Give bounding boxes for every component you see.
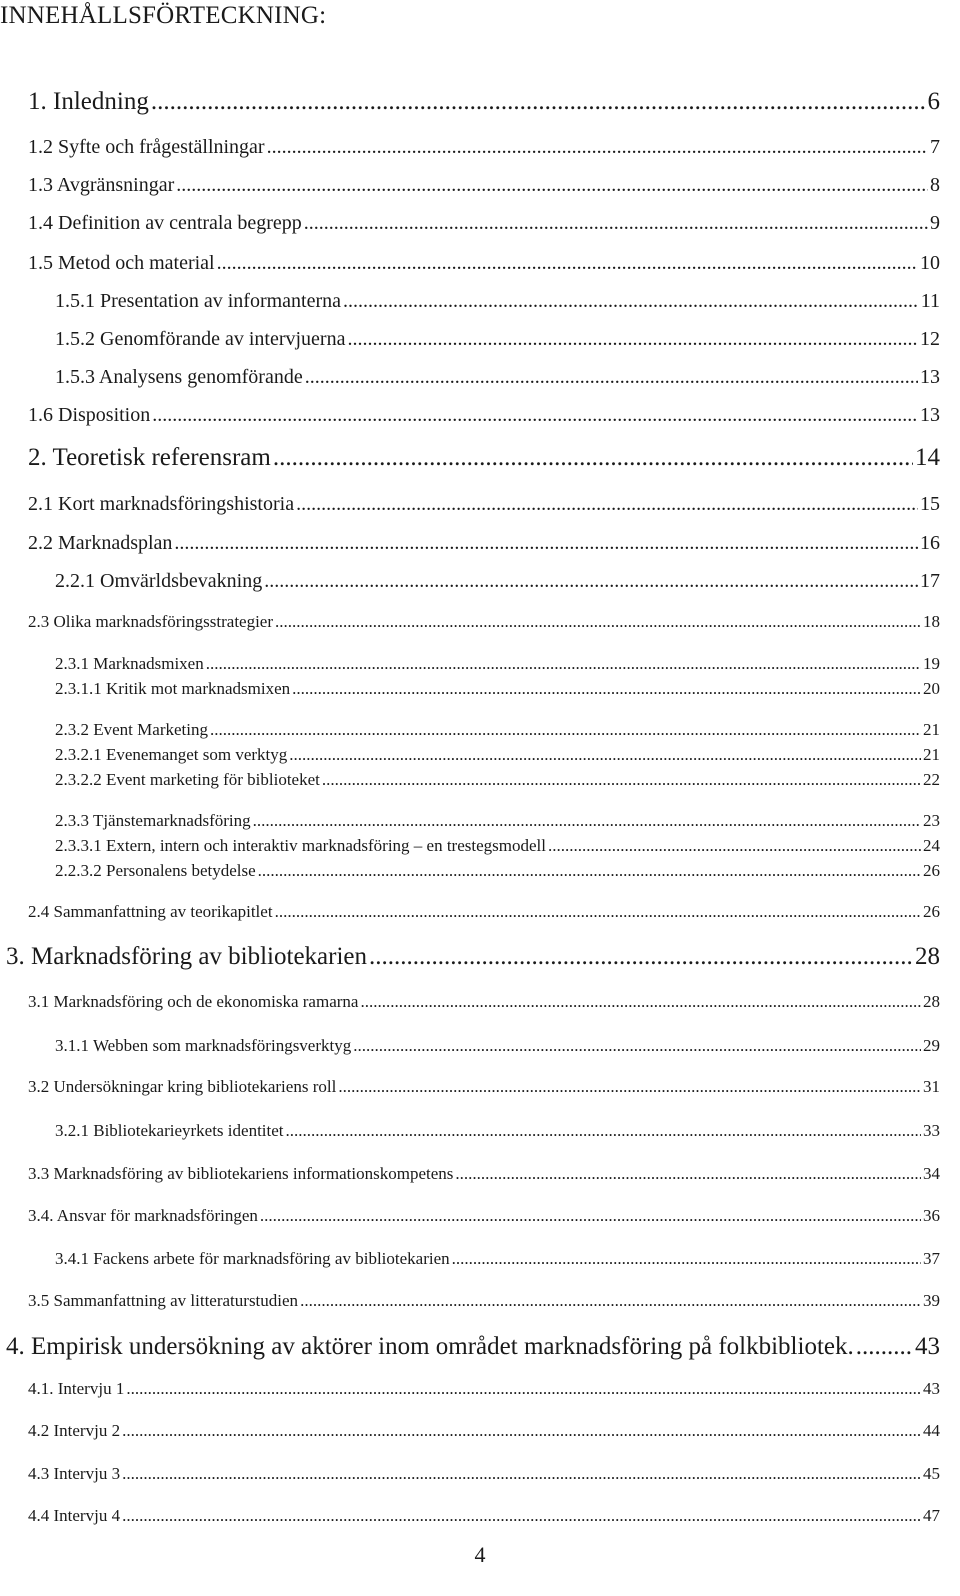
- toc-leader: [210, 720, 921, 740]
- toc-entry-label: 4.1. Intervju 1: [28, 1379, 125, 1398]
- toc-leader: [289, 745, 921, 765]
- toc-entry-label: 2. Teoretisk referensram: [28, 444, 271, 471]
- toc-entry-label: 2.4 Sammanfattning av teorikapitlet: [28, 902, 273, 921]
- toc-entry-page: 21: [923, 720, 940, 739]
- toc-entry[interactable]: [55, 290, 940, 313]
- toc-entry-page: 12: [920, 328, 940, 350]
- toc-entry-label: 2.3.3 Tjänstemarknadsföring: [55, 811, 251, 830]
- toc-entry-page: 31: [923, 1077, 940, 1096]
- toc-entry-label: 2.1 Kort marknadsföringshistoria: [28, 493, 295, 515]
- toc-entry[interactable]: [55, 770, 940, 790]
- toc-entry-label: 2.3 Olika marknadsföringsstrategier: [28, 612, 274, 631]
- toc-entry-label: 3.2 Undersökningar kring bibliotekariens roll: [28, 1077, 337, 1096]
- toc-entry[interactable]: [55, 745, 940, 765]
- toc-entry-label: 2.3.2.2 Event marketing för biblioteket: [55, 770, 320, 789]
- toc-entry-page: 29: [923, 1036, 940, 1055]
- toc-entry-page: 43: [915, 1333, 940, 1360]
- toc-entry-page: 28: [915, 943, 940, 970]
- toc-entry[interactable]: [6, 943, 940, 971]
- toc-leader: [267, 136, 928, 159]
- toc-entry-label: 1.5.3 Analysens genomförande: [55, 366, 303, 388]
- toc-entry-page: 18: [923, 612, 940, 631]
- toc-entry-label: 1.4 Definition av centrala begrepp: [28, 212, 302, 234]
- toc-entry[interactable]: [55, 366, 940, 389]
- toc-entry-page: 36: [923, 1206, 940, 1225]
- toc-entry-page: 13: [920, 404, 940, 426]
- toc-entry-page: 16: [920, 532, 940, 554]
- toc-entry-label: 2.3.2.1 Evenemanget som verktyg: [55, 745, 288, 764]
- toc-leader: [176, 174, 928, 197]
- toc-entry-label: 2.3.1 Marknadsmixen: [55, 654, 204, 673]
- toc-entry-page: 14: [915, 444, 940, 471]
- toc-entry-label: 4.4 Intervju 4: [28, 1506, 121, 1525]
- toc-entry[interactable]: [28, 1506, 940, 1526]
- toc-entry-page: 15: [920, 493, 940, 515]
- toc-entry-label: 2.3.2 Event Marketing: [55, 720, 208, 739]
- toc-entry[interactable]: [28, 136, 940, 159]
- toc-entry-page: 13: [920, 366, 940, 388]
- toc-entry-label: 1.5.2 Genomförande av intervjuerna: [55, 328, 346, 350]
- toc-entry[interactable]: [28, 532, 940, 555]
- toc-entry[interactable]: [28, 1077, 940, 1097]
- toc-entry-label: 4.2 Intervju 2: [28, 1421, 121, 1440]
- toc-entry[interactable]: [55, 1249, 940, 1269]
- toc-entry-page: 8: [930, 174, 940, 196]
- toc-entry[interactable]: [55, 720, 940, 740]
- toc-leader: [217, 252, 918, 275]
- toc-entry[interactable]: [55, 861, 940, 881]
- toc-entry[interactable]: [28, 1464, 940, 1484]
- toc-entry-label: 2.2.1 Omvärldsbevakning: [55, 570, 263, 592]
- toc-leader: [122, 1506, 921, 1526]
- toc-entry[interactable]: [55, 836, 940, 856]
- toc-entry-page: 11: [920, 290, 940, 312]
- toc-entry-label: 3.4.1 Fackens arbete för marknadsföring av bibliotekarien: [55, 1249, 450, 1268]
- toc-entry-label: 1. Inledning: [28, 88, 149, 115]
- toc-entry[interactable]: [6, 1333, 940, 1361]
- toc-heading: INNEHÅLLSFÖRTECKNING:: [0, 2, 327, 29]
- toc-entry-label: 4.3 Intervju 3: [28, 1464, 121, 1483]
- toc-entry[interactable]: [28, 1291, 940, 1311]
- toc-entry-page: 21: [923, 745, 940, 764]
- toc-entry-label: 3.1 Marknadsföring och de ekonomiska ramarna: [28, 992, 359, 1011]
- toc-leader: [174, 532, 918, 555]
- toc-leader: [455, 1164, 921, 1184]
- toc-leader: [258, 861, 921, 881]
- toc-entry[interactable]: [28, 902, 940, 922]
- toc-entry-page: 34: [923, 1164, 940, 1183]
- toc-leader: [548, 836, 921, 856]
- toc-entry-label: 1.2 Syfte och frågeställningar: [28, 136, 265, 158]
- toc-leader: [273, 444, 913, 472]
- toc-entry-page: 33: [923, 1121, 940, 1140]
- toc-entry-page: 23: [923, 811, 940, 830]
- toc-entry-label: 2.3.1.1 Kritik mot marknadsmixen: [55, 679, 291, 698]
- toc-entry[interactable]: [28, 174, 940, 197]
- toc-leader: [360, 992, 921, 1012]
- toc-entry-page: 19: [923, 654, 940, 673]
- toc-entry-page: 22: [923, 770, 940, 789]
- toc-leader: [122, 1464, 921, 1484]
- toc-entry-label: 1.6 Disposition: [28, 404, 151, 426]
- toc-leader: [369, 943, 913, 971]
- toc-leader: [343, 290, 919, 313]
- toc-entry-page: 45: [923, 1464, 940, 1483]
- toc-entry-label: 1.3 Avgränsningar: [28, 174, 175, 196]
- toc-entry-page: 20: [923, 679, 940, 698]
- toc-entry-page: 9: [930, 212, 940, 234]
- toc-entry-label: 4. Empirisk undersökning av aktörer inom området marknadsföring på folkbibliotek.: [6, 1333, 854, 1360]
- toc-leader: [296, 493, 918, 516]
- toc-leader: [347, 328, 918, 351]
- toc-leader: [322, 770, 921, 790]
- toc-entry-page: 17: [920, 570, 940, 592]
- toc-entry-page: 26: [923, 861, 940, 880]
- toc-entry-page: 24: [923, 836, 940, 855]
- toc-entry[interactable]: [28, 212, 940, 235]
- toc-leader: [260, 1206, 921, 1226]
- toc-entry-page: 37: [923, 1249, 940, 1268]
- toc-entry-label: 2.2 Marknadsplan: [28, 532, 173, 554]
- toc-entry[interactable]: [28, 1164, 940, 1184]
- toc-leader: [292, 679, 921, 699]
- toc-leader: [122, 1421, 921, 1441]
- toc-entry-label: 3. Marknadsföring av bibliotekarien: [6, 943, 368, 970]
- toc-entry-label: 2.3.3.1 Extern, intern och interaktiv marknadsföring – en trestegsmodell: [55, 836, 546, 855]
- toc-entry-page: 7: [930, 136, 940, 158]
- toc-entry-page: 43: [923, 1379, 940, 1398]
- toc-entry[interactable]: [28, 493, 940, 516]
- toc-entry[interactable]: [28, 404, 940, 427]
- toc-leader: [253, 811, 921, 831]
- toc-entry[interactable]: [28, 1379, 940, 1399]
- toc-entry-page: 44: [923, 1421, 940, 1440]
- toc-entry[interactable]: [55, 811, 940, 831]
- toc-entry-label: 3.2.1 Bibliotekarieyrkets identitet: [55, 1121, 284, 1140]
- toc-leader: [300, 1291, 921, 1311]
- toc-entry-label: 2.2.3.2 Personalens betydelse: [55, 861, 256, 880]
- toc-leader: [206, 654, 921, 674]
- toc-leader: [264, 570, 918, 593]
- toc-entry[interactable]: [28, 992, 940, 1012]
- toc-entry[interactable]: [28, 88, 940, 116]
- toc-leader: [275, 902, 921, 922]
- toc-entry-page: 39: [923, 1291, 940, 1310]
- toc-entry-label: 3.4. Ansvar för marknadsföringen: [28, 1206, 258, 1225]
- toc-leader: [338, 1077, 921, 1097]
- toc-entry-label: 3.5 Sammanfattning av litteraturstudien: [28, 1291, 299, 1310]
- toc-entry-label: 1.5 Metod och material: [28, 252, 215, 274]
- toc-entry-page: 47: [923, 1506, 940, 1525]
- toc-entry-page: 6: [927, 88, 940, 115]
- toc-leader: [126, 1379, 921, 1399]
- toc-entry-label: 3.1.1 Webben som marknadsföringsverktyg: [55, 1036, 352, 1055]
- toc-leader: [304, 212, 928, 235]
- toc-entry[interactable]: [28, 252, 940, 275]
- toc-leader: [275, 612, 921, 632]
- toc-entry-page: 10: [920, 252, 940, 274]
- toc-entry-page: 28: [923, 992, 940, 1011]
- page-number: 4: [474, 1542, 486, 1567]
- toc-leader: [151, 88, 926, 116]
- toc-entry[interactable]: [28, 1421, 940, 1441]
- toc-entry[interactable]: [55, 1036, 940, 1056]
- toc-leader: [452, 1249, 921, 1269]
- toc-leader: [305, 366, 918, 389]
- toc-entry[interactable]: [55, 654, 940, 674]
- toc-leader: [286, 1121, 921, 1141]
- toc-leader: [856, 1333, 913, 1361]
- toc-leader: [152, 404, 918, 427]
- toc-entry[interactable]: [55, 1121, 940, 1141]
- toc-entry-page: 26: [923, 902, 940, 921]
- toc-entry[interactable]: [28, 612, 940, 632]
- toc-entry-label: 3.3 Marknadsföring av bibliotekariens informationskompetens: [28, 1164, 454, 1183]
- toc-entry[interactable]: [55, 679, 940, 699]
- toc-entry-label: 1.5.1 Presentation av informanterna: [55, 290, 342, 312]
- toc-leader: [353, 1036, 921, 1056]
- toc-entry[interactable]: [55, 570, 940, 593]
- toc-entry[interactable]: [28, 1206, 940, 1226]
- toc-entry[interactable]: [28, 444, 940, 472]
- toc-entry[interactable]: [55, 328, 940, 351]
